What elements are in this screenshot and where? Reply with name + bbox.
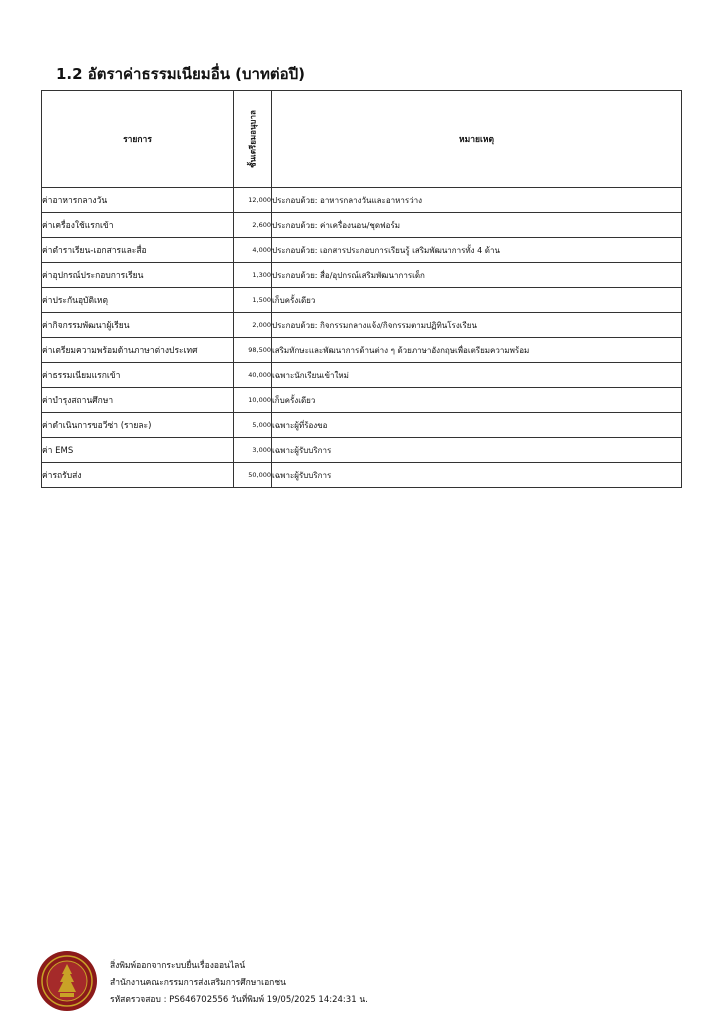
row-amount: 1,500 [234,288,272,313]
row-amount: 2,000 [234,313,272,338]
row-note: เก็บครั้งเดียว [272,388,682,413]
row-amount: 50,000 [234,463,272,488]
row-item: ค่าตำราเรียน-เอกสารและสื่อ [42,238,234,263]
row-note: เฉพาะผู้รับบริการ [272,438,682,463]
table-row [42,463,682,488]
row-item: ค่าอาหารกลางวัน [42,188,234,213]
table-row [42,213,682,238]
row-amount: 3,000 [234,438,272,463]
footer [36,950,636,1012]
footer-line-2: สำนักงานคณะกรรมการส่งเสริมการศึกษาเอกชน [110,978,286,988]
row-amount: 4,000 [234,238,272,263]
footer-text [110,958,368,1009]
footer-line-3: รหัสตรวจสอบ : PS646702556 วันที่พิมพ์ 19/05/2025 14:24:31 น. [110,995,368,1005]
row-item: ค่าดำเนินการขอวีซ่า (รายละ) [42,413,234,438]
row-item: ค่ารถรับส่ง [42,463,234,488]
row-note: เฉพาะผู้ที่ร้องขอ [272,413,682,438]
row-note: ประกอบด้วย: อาหารกลางวันและอาหารว่าง [272,188,682,213]
table-header-row [42,91,682,188]
table-row [42,288,682,313]
row-item: ค่า EMS [42,438,234,463]
row-note: เฉพาะผู้รับบริการ [272,463,682,488]
footer-line-1: สิ่งพิมพ์ออกจากระบบยื่นเรื่องออนไลน์ [110,961,246,971]
table-row [42,263,682,288]
row-note: ประกอบด้วย: กิจกรรมกลางแจ้ง/กิจกรรมตามปฏิทินโรงเรียน [272,313,682,338]
table-row [42,313,682,338]
row-note: ประกอบด้วย: เอกสารประกอบการเรียนรู้ เสริมพัฒนาการทั้ง 4 ด้าน [272,238,682,263]
table-row [42,413,682,438]
row-item: ค่าบำรุงสถานศึกษา [42,388,234,413]
table-row [42,338,682,363]
header-level-label: ชั้นเตรียมอนุบาล [248,110,257,168]
row-amount: 10,000 [234,388,272,413]
page-title: 1.2 อัตราค่าธรรมเนียมอื่น (บาทต่อปี) [56,65,305,83]
fee-table-body [42,188,682,488]
row-item: ค่าอุปกรณ์ประกอบการเรียน [42,263,234,288]
opec-seal-icon [36,950,98,1012]
header-level [234,91,272,188]
row-item: ค่าเครื่องใช้แรกเข้า [42,213,234,238]
row-note: ประกอบด้วย: ค่าเครื่องนอน/ชุดฟอร์ม [272,213,682,238]
row-note: ประกอบด้วย: สื่อ/อุปกรณ์เสริมพัฒนาการเด็ก [272,263,682,288]
header-note: หมายเหตุ [272,91,682,188]
row-amount: 5,000 [234,413,272,438]
row-amount: 2,600 [234,213,272,238]
row-amount: 98,500 [234,338,272,363]
table-row [42,388,682,413]
fee-table [41,90,682,488]
row-note: เสริมทักษะและพัฒนาการด้านต่าง ๆ ด้วยภาษาอังกฤษเพื่อเตรียมความพร้อม [272,338,682,363]
row-note: เฉพาะนักเรียนเข้าใหม่ [272,363,682,388]
row-item: ค่าธรรมเนียมแรกเข้า [42,363,234,388]
row-note: เก็บครั้งเดียว [272,288,682,313]
table-row [42,438,682,463]
row-item: ค่าประกันอุบัติเหตุ [42,288,234,313]
row-item: ค่าเตรียมความพร้อมด้านภาษาต่างประเทศ [42,338,234,363]
header-item: รายการ [42,91,234,188]
row-amount: 1,300 [234,263,272,288]
row-amount: 40,000 [234,363,272,388]
table-row [42,238,682,263]
table-row [42,363,682,388]
row-item: ค่ากิจกรรมพัฒนาผู้เรียน [42,313,234,338]
table-row [42,188,682,213]
row-amount: 12,000 [234,188,272,213]
